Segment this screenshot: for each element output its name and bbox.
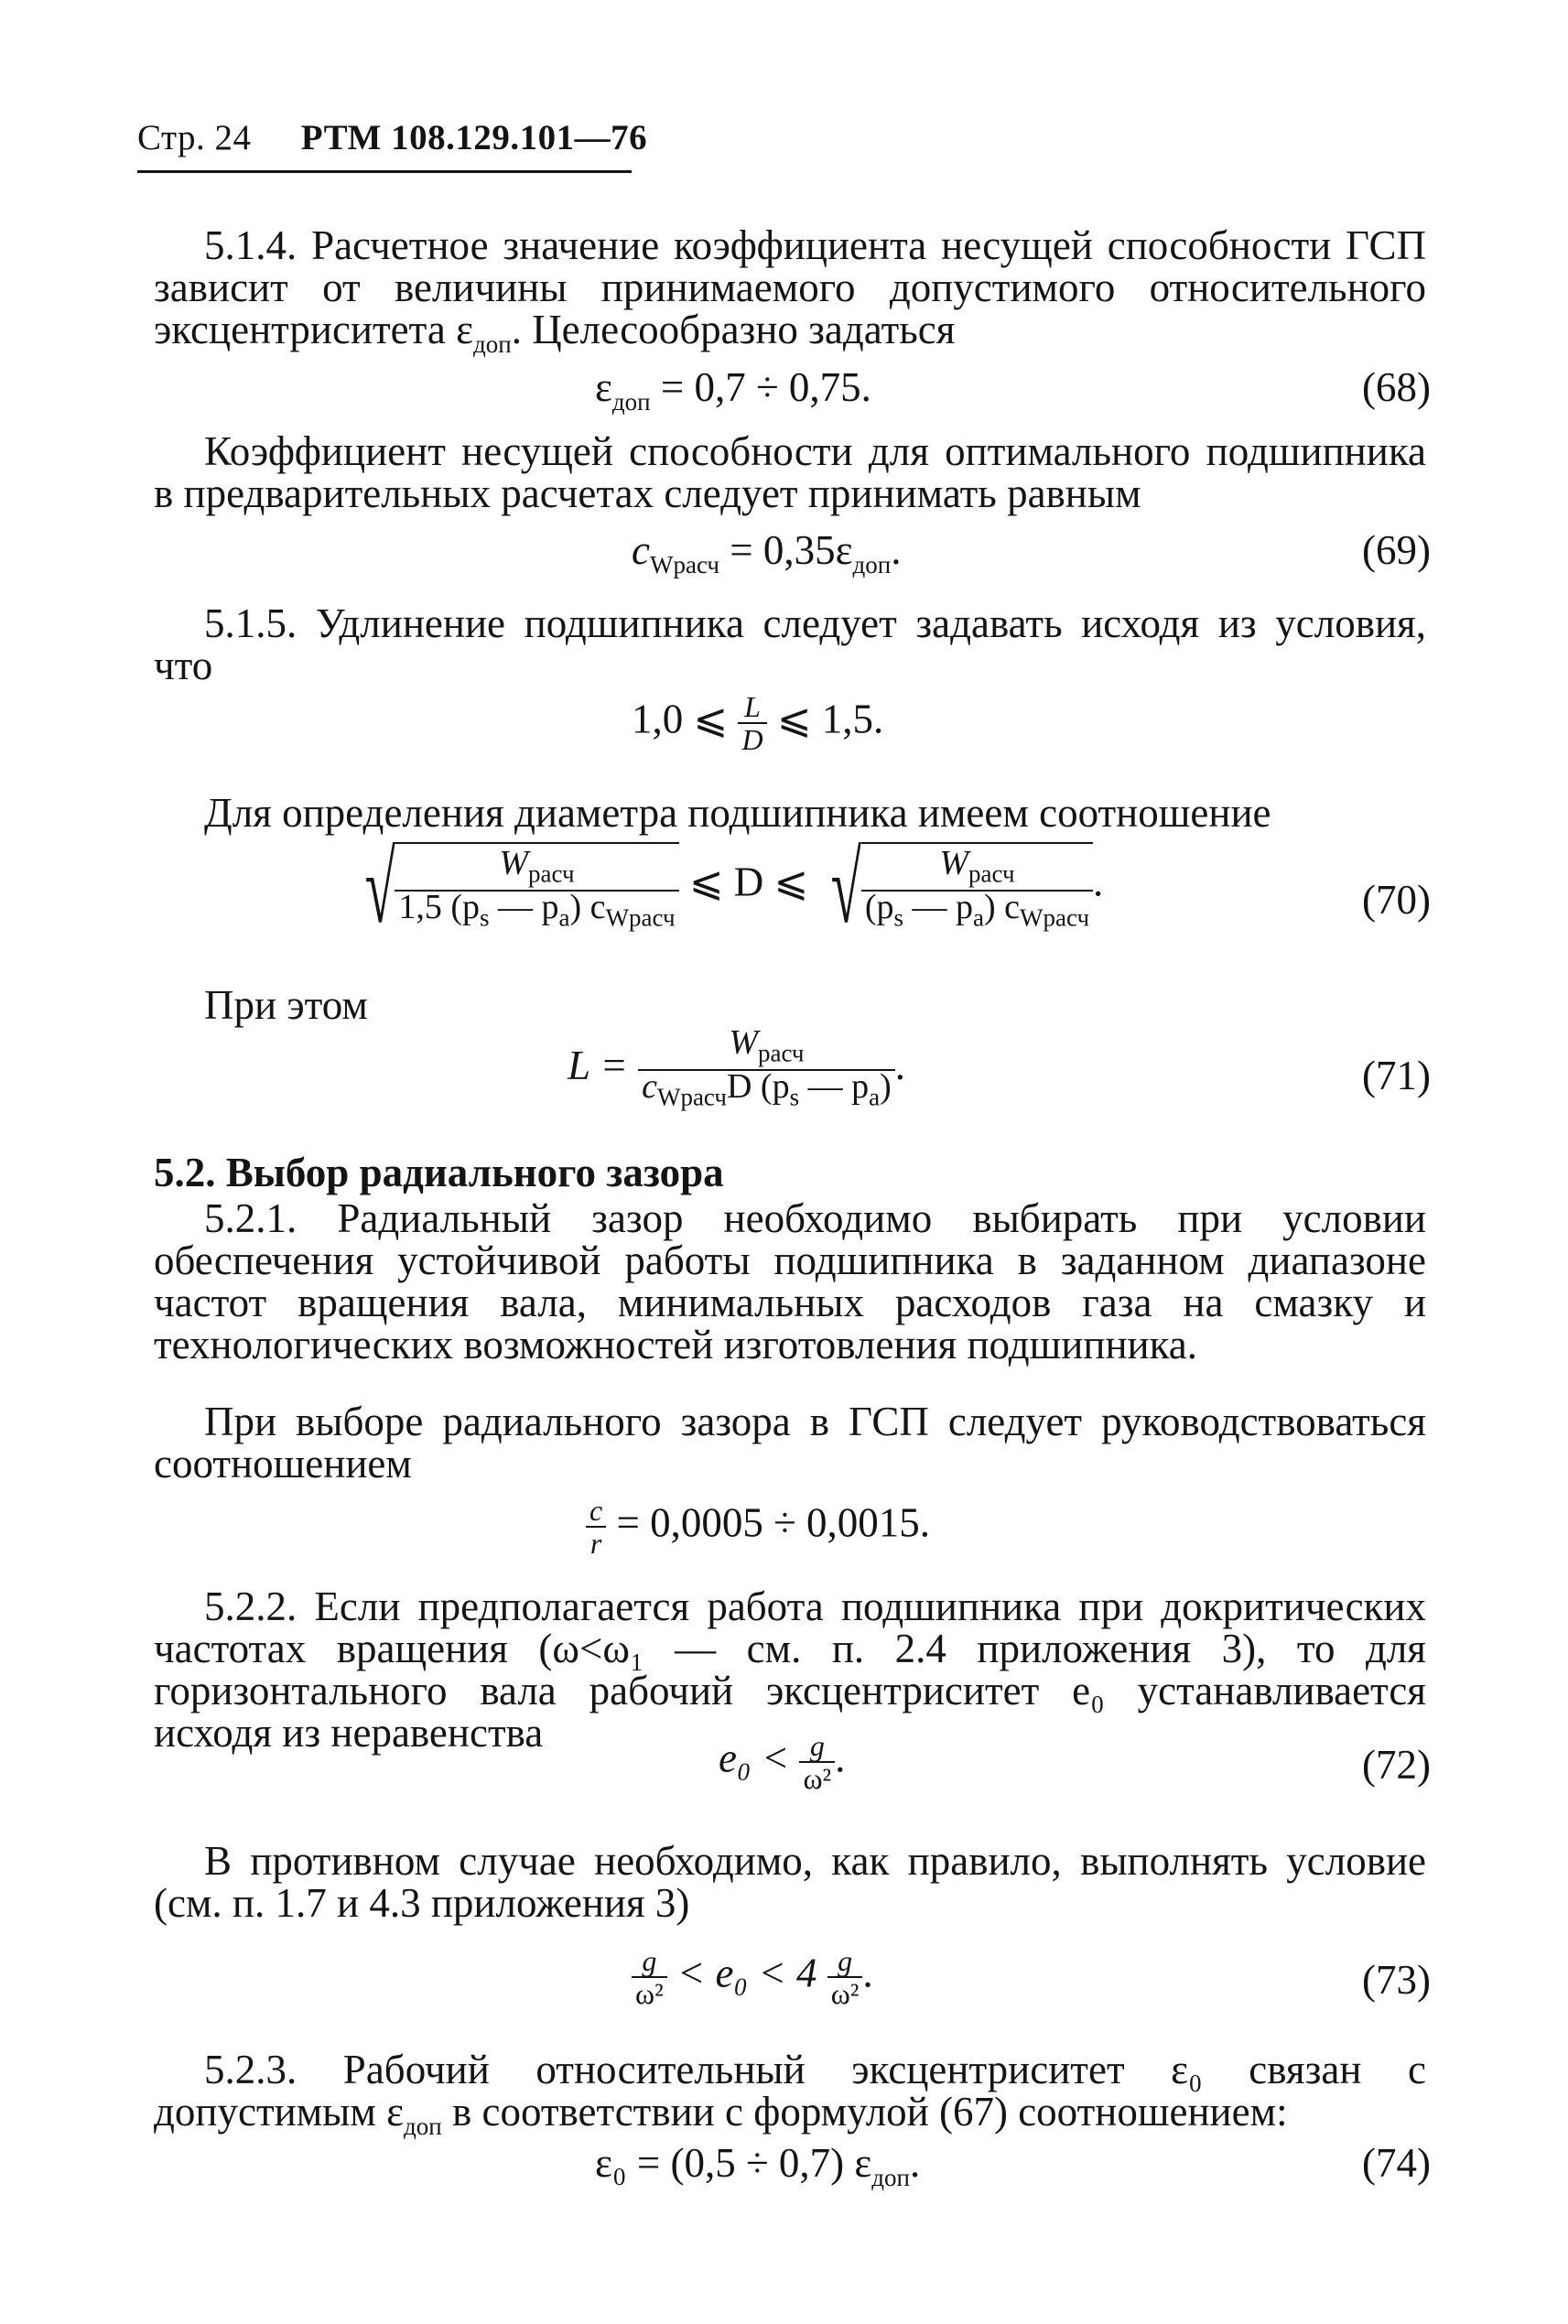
fraction-71: $\frac{W_{расч}}{c_{Wрасч}D (p_s — p_a)}$	[638, 1027, 895, 1112]
document-code: РТМ 108.129.101—76	[300, 118, 648, 157]
fraction-73-right: $\frac{g}{\text{ω²}}$	[827, 1945, 863, 2009]
fraction-l-d: $\frac{L}{D}$	[738, 691, 766, 755]
section-heading-5-2: 5.2. Выбор радиального зазора	[154, 1150, 724, 1195]
fraction-70-left: $\frac{W_{расч}}{1,5 (p_s — p_a) c_{Wрасч}}$	[395, 848, 678, 933]
sqrt-sign-right: √	[831, 832, 862, 944]
inequality-l-over-d: 1,0 ⩽ $\frac{L}{D}$ ⩽ 1,5.	[632, 690, 884, 756]
equation-69: $c_{Wрасч} = 0,35\varepsilon_{доп}$.	[632, 527, 902, 578]
fraction-70-right: $\frac{W_{расч}}{(p_s — p_a) c_{Wрасч}}$	[861, 848, 1093, 933]
paragraph-5-1-5: 5.1.5. Удлинение подшипника следует задавать исходя из условия, что	[154, 600, 1426, 688]
paragraph-5-2-3: 5.2.3. Рабочий относительный эксцентриситет ε₀ связан с допустимым $\varepsilon_{доп}$ в соответствии с формулой (67) соотношением:	[154, 2047, 1426, 2140]
page-number: Стр. 24	[137, 118, 252, 157]
paragraph-5-2-2: 5.2.2. Если предполагается работа подшипника при докритических частотах вращения (ω<ω₁ — см. п. 2.4 приложения 3), то для горизонтального вала рабочий эксцентриситет e₀ устанавливается исходя из неравенства	[154, 1584, 1426, 1756]
paragraph-diameter: Для определения диаметра подшипника имеем соотношение	[204, 790, 1271, 836]
paragraph-otherwise: В противном случае необходимо, как правило, выполнять условие (см. п. 1.7 и 4.3 приложения 3)	[154, 1838, 1426, 1926]
equation-number-74: (74)	[1362, 2140, 1431, 2186]
equation-number-70: (70)	[1362, 877, 1431, 923]
fraction-73-left: $\frac{g}{\text{ω²}}$	[632, 1945, 667, 2009]
paragraph-pri-etom: При этом	[204, 982, 368, 1028]
page-header	[137, 117, 647, 158]
sqrt-sign-left: √	[364, 832, 395, 944]
equation-number-73: (73)	[1362, 1957, 1431, 2003]
equation-71: L = $\frac{W_{расч}}{c_{Wрасч}D (p_s — p_a)}$ .	[568, 1023, 905, 1111]
paragraph-5-1-4: 5.1.4. Расчетное значение коэффициента несущей способности ГСП зависит от величины принимаемого допустимого относительного эксцентриситета $\varepsilon_{доп}$. Целесообразно задаться	[154, 222, 1426, 358]
header-rule	[137, 170, 632, 173]
fraction-c-r: $\frac{c}{r}$	[586, 1495, 606, 1559]
equation-number-68: (68)	[1362, 364, 1431, 410]
equation-73: $\frac{g}{\text{ω²}}$ < e₀ < 4 $\frac{g}{\text{ω²}}$ .	[632, 1945, 873, 2009]
equation-68: $\varepsilon_{доп} = 0,7 \div 0,75$.	[595, 364, 871, 416]
equation-number-71: (71)	[1362, 1053, 1431, 1098]
equation-number-69: (69)	[1362, 527, 1431, 573]
paragraph-radial-gap: При выборе радиального зазора в ГСП следует руководствоваться соотношением	[154, 1399, 1426, 1486]
equation-c-over-r: $\frac{c}{r}$ = 0,0005 ÷ 0,0015.	[586, 1495, 930, 1559]
fraction-g-omega2: $\frac{g}{\text{ω²}}$	[799, 1730, 835, 1794]
equation-number-72: (72)	[1362, 1742, 1431, 1788]
equation-74: ε₀ = (0,5 ÷ 0,7) $\varepsilon_{доп}$.	[595, 2140, 921, 2191]
paragraph-5-2-1: 5.2.1. Радиальный зазор необходимо выбирать при условии обеспечения устойчивой работы подшипника в заданном диапазоне частот вращения вала, минимальных расходов газа на смазку и технологических возможностей изготовления подшипника.	[154, 1195, 1426, 1367]
equation-70: √ $\frac{W_{расч}}{1,5 (p_s — p_a) c_{Wрасч}}$ ⩽ D ⩽ √ $\frac{W_{расч}}{(p_s — p_a) c_{Wрасч}}$ .	[364, 832, 1104, 944]
equation-72: e₀ < $\frac{g}{\text{ω²}}$ .	[719, 1729, 846, 1795]
paragraph-coefficient: Коэффициент несущей способности для оптимального подшипника в предварительных расчетах следует принимать равным	[154, 428, 1426, 516]
